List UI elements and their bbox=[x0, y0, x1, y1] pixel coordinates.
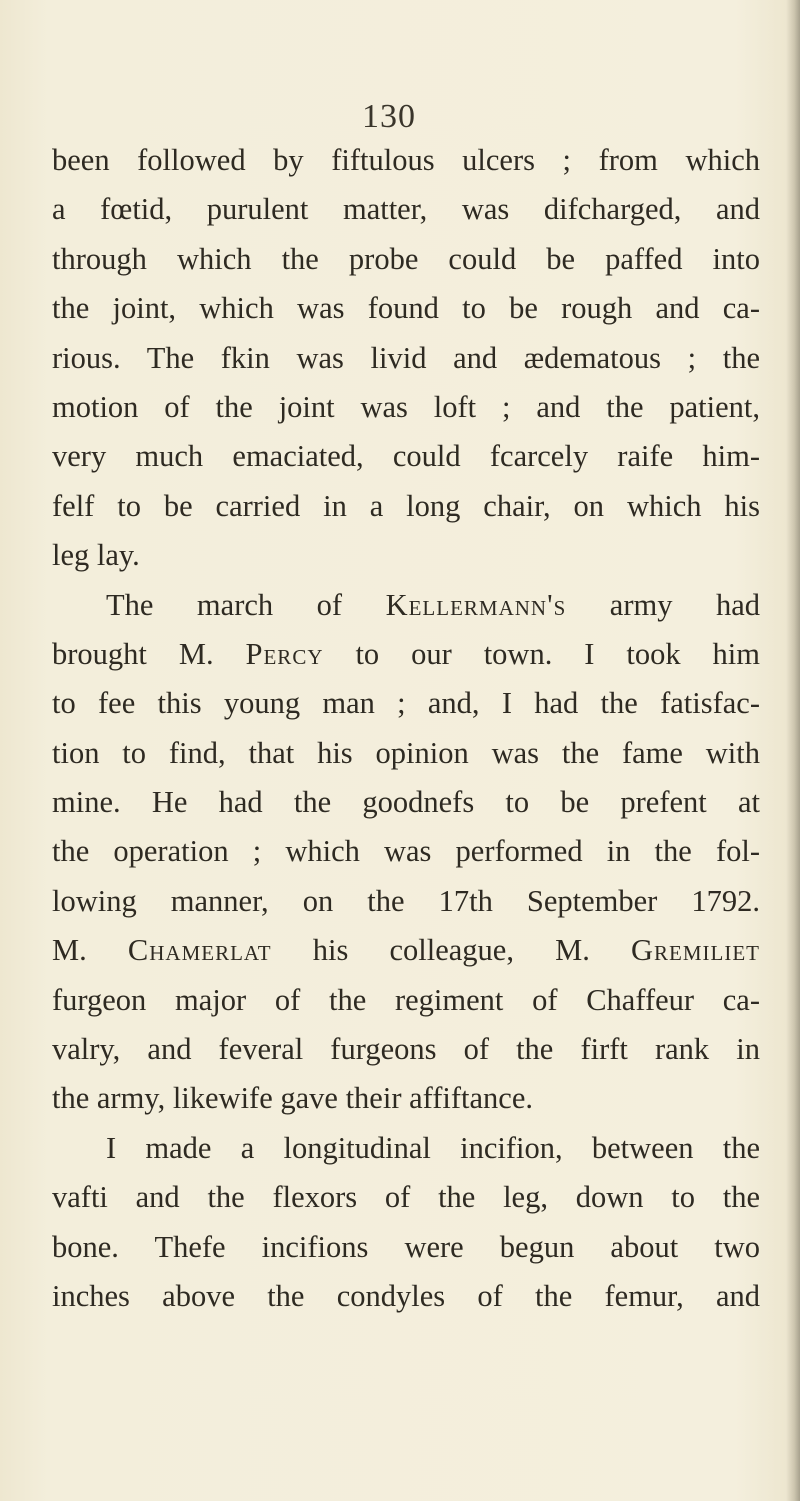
text-fragment: army had bbox=[566, 587, 760, 622]
text-line: vafti and the flexors of the leg, down to the bbox=[52, 1180, 760, 1215]
text-line: tion to find, that his opinion was the fame with bbox=[52, 735, 760, 770]
text-line: leg lay. bbox=[52, 538, 140, 573]
text-fragment: his colleague, M. bbox=[271, 933, 631, 968]
text-line: I made a longitudinal incifion, between the bbox=[106, 1130, 760, 1165]
text-line: lowing manner, on the 17th September 1792. bbox=[52, 883, 760, 918]
text-line: been followed by fiftulous ulcers ; from which bbox=[52, 143, 760, 177]
text-line: felf to be carried in a long chair, on which his bbox=[52, 488, 760, 523]
text-fragment: to our town. I took him bbox=[323, 636, 760, 671]
text-line: furgeon major of the regiment of Chaffeur ca- bbox=[52, 982, 760, 1017]
text-fragment: brought M. bbox=[52, 636, 246, 671]
text-line: the army, likewife gave their affiftance. bbox=[52, 1081, 533, 1116]
body-text bbox=[52, 136, 760, 1321]
page-number: 130 bbox=[362, 98, 416, 135]
person-name: Percy bbox=[245, 636, 324, 671]
page-edge-shadow bbox=[786, 0, 800, 1501]
person-name: Kellermann's bbox=[385, 587, 567, 622]
text-line: through which the probe could be paffed into bbox=[52, 241, 760, 276]
text-line: to fee this young man ; and, I had the fatisfac- bbox=[52, 686, 760, 721]
text-line bbox=[52, 926, 760, 975]
text-line bbox=[52, 630, 760, 679]
text-line: inches above the condyles of the femur, and bbox=[52, 1278, 760, 1313]
text-line: bone. Thefe incifions were begun about two bbox=[52, 1229, 760, 1264]
text-fragment: The march of bbox=[106, 587, 386, 622]
text-line: very much emaciated, could fcarcely raife him- bbox=[52, 439, 760, 474]
text-line: motion of the joint was loft ; and the patient, bbox=[52, 389, 760, 424]
text-line: the operation ; which was performed in the fol- bbox=[52, 834, 760, 869]
person-name: Gremiliet bbox=[631, 933, 760, 968]
text-line bbox=[52, 581, 760, 630]
text-fragment: M. bbox=[52, 933, 128, 968]
person-name: Chamerlat bbox=[127, 933, 272, 968]
text-line: valry, and feveral furgeons of the firft rank in bbox=[52, 1032, 760, 1067]
text-line: rious. The fkin was livid and ædematous ; the bbox=[52, 340, 760, 375]
text-line: a fœtid, purulent matter, was difcharged, and bbox=[52, 192, 760, 227]
text-line: mine. He had the goodnefs to be prefent at bbox=[52, 785, 760, 820]
text-line: the joint, which was found to be rough and ca- bbox=[52, 291, 760, 326]
